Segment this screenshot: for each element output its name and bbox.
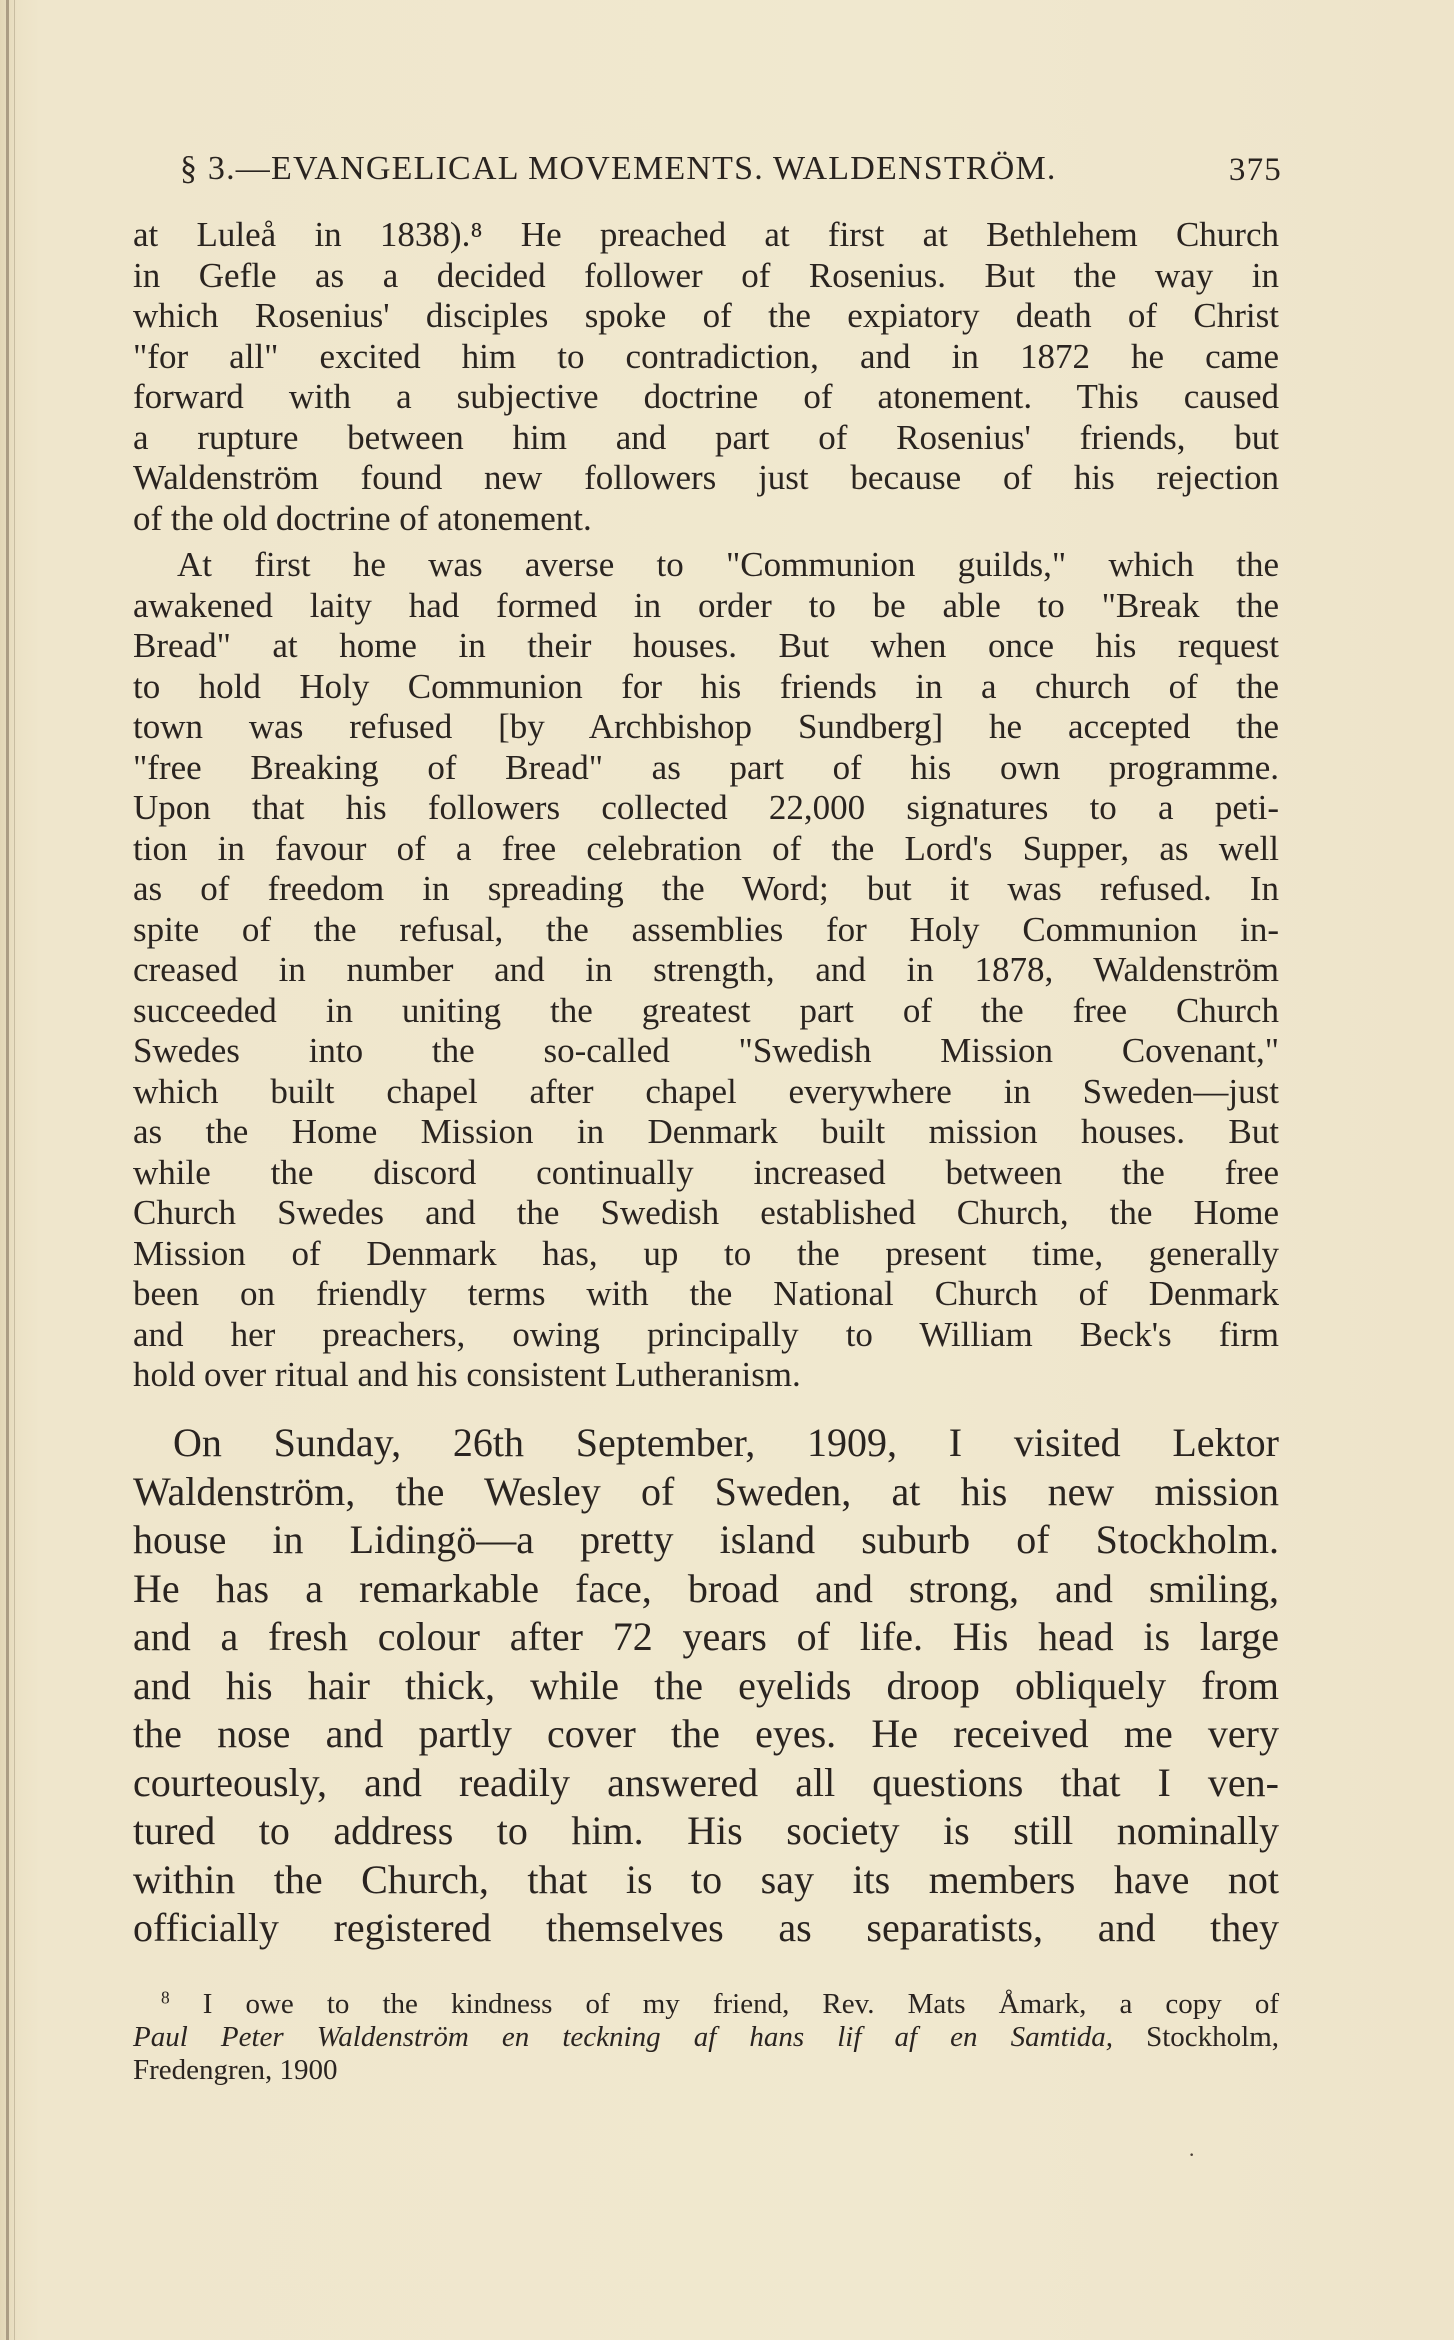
footnote-line: [133, 1988, 1279, 2021]
footnote-line: [133, 2021, 1279, 2054]
page-binding-edge: [6, 0, 9, 2340]
main-text-block: [133, 215, 1279, 1396]
body-line: town was refused [by Archbishop Sundberg] he accepted the: [133, 707, 1279, 746]
large-line: within the Church, that is to say its members have not: [133, 1856, 1279, 1902]
body-line: of the old doctrine of atonement.: [133, 498, 592, 538]
body-line: "for all" excited him to contradiction, and in 1872 he came: [133, 336, 1279, 376]
running-header-title: § 3.—EVANGELICAL MOVEMENTS. WALDENSTRÖM.: [180, 150, 1057, 187]
large-line: Waldenström, the Wesley of Sweden, at his new mission: [133, 1468, 1279, 1514]
body-line: Waldenström found new followers just because of his rejection: [133, 458, 1279, 497]
running-header: [180, 150, 1280, 194]
body-line: which Rosenius' disciples spoke of the expiatory death of Christ: [133, 296, 1279, 335]
page-binding-edge-inner: [14, 0, 15, 2340]
body-line: at Luleå in 1838).⁸ He preached at first at Bethlehem Church: [133, 215, 1279, 254]
footnote-line: Fredengren, 1900: [133, 2054, 338, 2086]
body-line: hold over ritual and his consistent Lutheranism.: [133, 1355, 801, 1394]
footnote-marker: 8: [161, 1987, 170, 2008]
large-line: officially registered themselves as separatists, and they: [133, 1905, 1279, 1950]
body-line: spite of the refusal, the assemblies for Holy Communion in-: [133, 909, 1279, 949]
large-line: and his hair thick, while the eyelids droop obliquely from: [133, 1662, 1279, 1708]
body-line: succeeded in uniting the greatest part of the free Church: [133, 990, 1279, 1030]
body-line: Upon that his followers collected 22,000 signatures to a peti-: [133, 788, 1279, 827]
body-line: At first he was averse to "Communion guilds," which the: [177, 545, 1279, 584]
footnote-citation-place: Stockholm,: [1146, 2021, 1279, 2053]
body-line: Church Swedes and the Swedish established Church, the Home: [133, 1193, 1279, 1232]
body-line: been on friendly terms with the National Church of Denmark: [133, 1274, 1279, 1313]
large-line: tured to address to him. His society is still nominally: [133, 1808, 1279, 1853]
body-line: awakened laity had formed in order to be able to "Break the: [133, 585, 1279, 625]
body-line: which built chapel after chapel everywhere in Sweden—just: [133, 1071, 1279, 1111]
body-line: Mission of Denmark has, up to the present time, generally: [133, 1233, 1279, 1273]
body-line: tion in favour of a free celebration of the Lord's Supper, as well: [133, 828, 1279, 868]
body-line: Swedes into the so-called "Swedish Mission Covenant,": [133, 1031, 1279, 1070]
large-line: courteously, and readily answered all questions that I ven-: [133, 1759, 1279, 1805]
body-line: as the Home Mission in Denmark built mission houses. But: [133, 1112, 1279, 1151]
ink-speck: ·: [1188, 2142, 1196, 2167]
footnote: [133, 1988, 1279, 2087]
body-line: to hold Holy Communion for his friends in a church of the: [133, 666, 1279, 706]
footnote-citation-title: Paul Peter Waldenström en teckning af hans lif af en Samtida,: [133, 2021, 1113, 2053]
body-line: in Gefle as a decided follower of Rosenius. But the way in: [133, 255, 1279, 295]
body-line: as of freedom in spreading the Word; but it was refused. In: [133, 869, 1279, 908]
body-line: creased in number and in strength, and in 1878, Waldenström: [133, 950, 1279, 989]
large-line: He has a remarkable face, broad and strong, and smiling,: [133, 1565, 1279, 1611]
large-line: house in Lidingö—a pretty island suburb of Stockholm.: [133, 1517, 1279, 1562]
body-line: "free Breaking of Bread" as part of his own programme.: [133, 747, 1279, 787]
body-line: Bread" at home in their houses. But when once his request: [133, 626, 1279, 665]
body-line: while the discord continually increased between the free: [133, 1152, 1279, 1192]
large-line: On Sunday, 26th September, 1909, I visited Lektor: [173, 1420, 1279, 1465]
large-line: and a fresh colour after 72 years of life. His head is large: [133, 1614, 1279, 1659]
large-line: the nose and partly cover the eyes. He received me very: [133, 1711, 1279, 1756]
body-line: and her preachers, owing principally to William Beck's firm: [133, 1314, 1279, 1354]
page-number: 375: [1228, 152, 1282, 188]
footnote-text: I owe to the kindness of my friend, Rev. Mats Åmark, a copy of: [202, 1988, 1279, 2020]
large-print-passage: [133, 1419, 1279, 1953]
body-line: forward with a subjective doctrine of atonement. This caused: [133, 377, 1279, 416]
body-line: a rupture between him and part of Rosenius' friends, but: [133, 417, 1279, 457]
